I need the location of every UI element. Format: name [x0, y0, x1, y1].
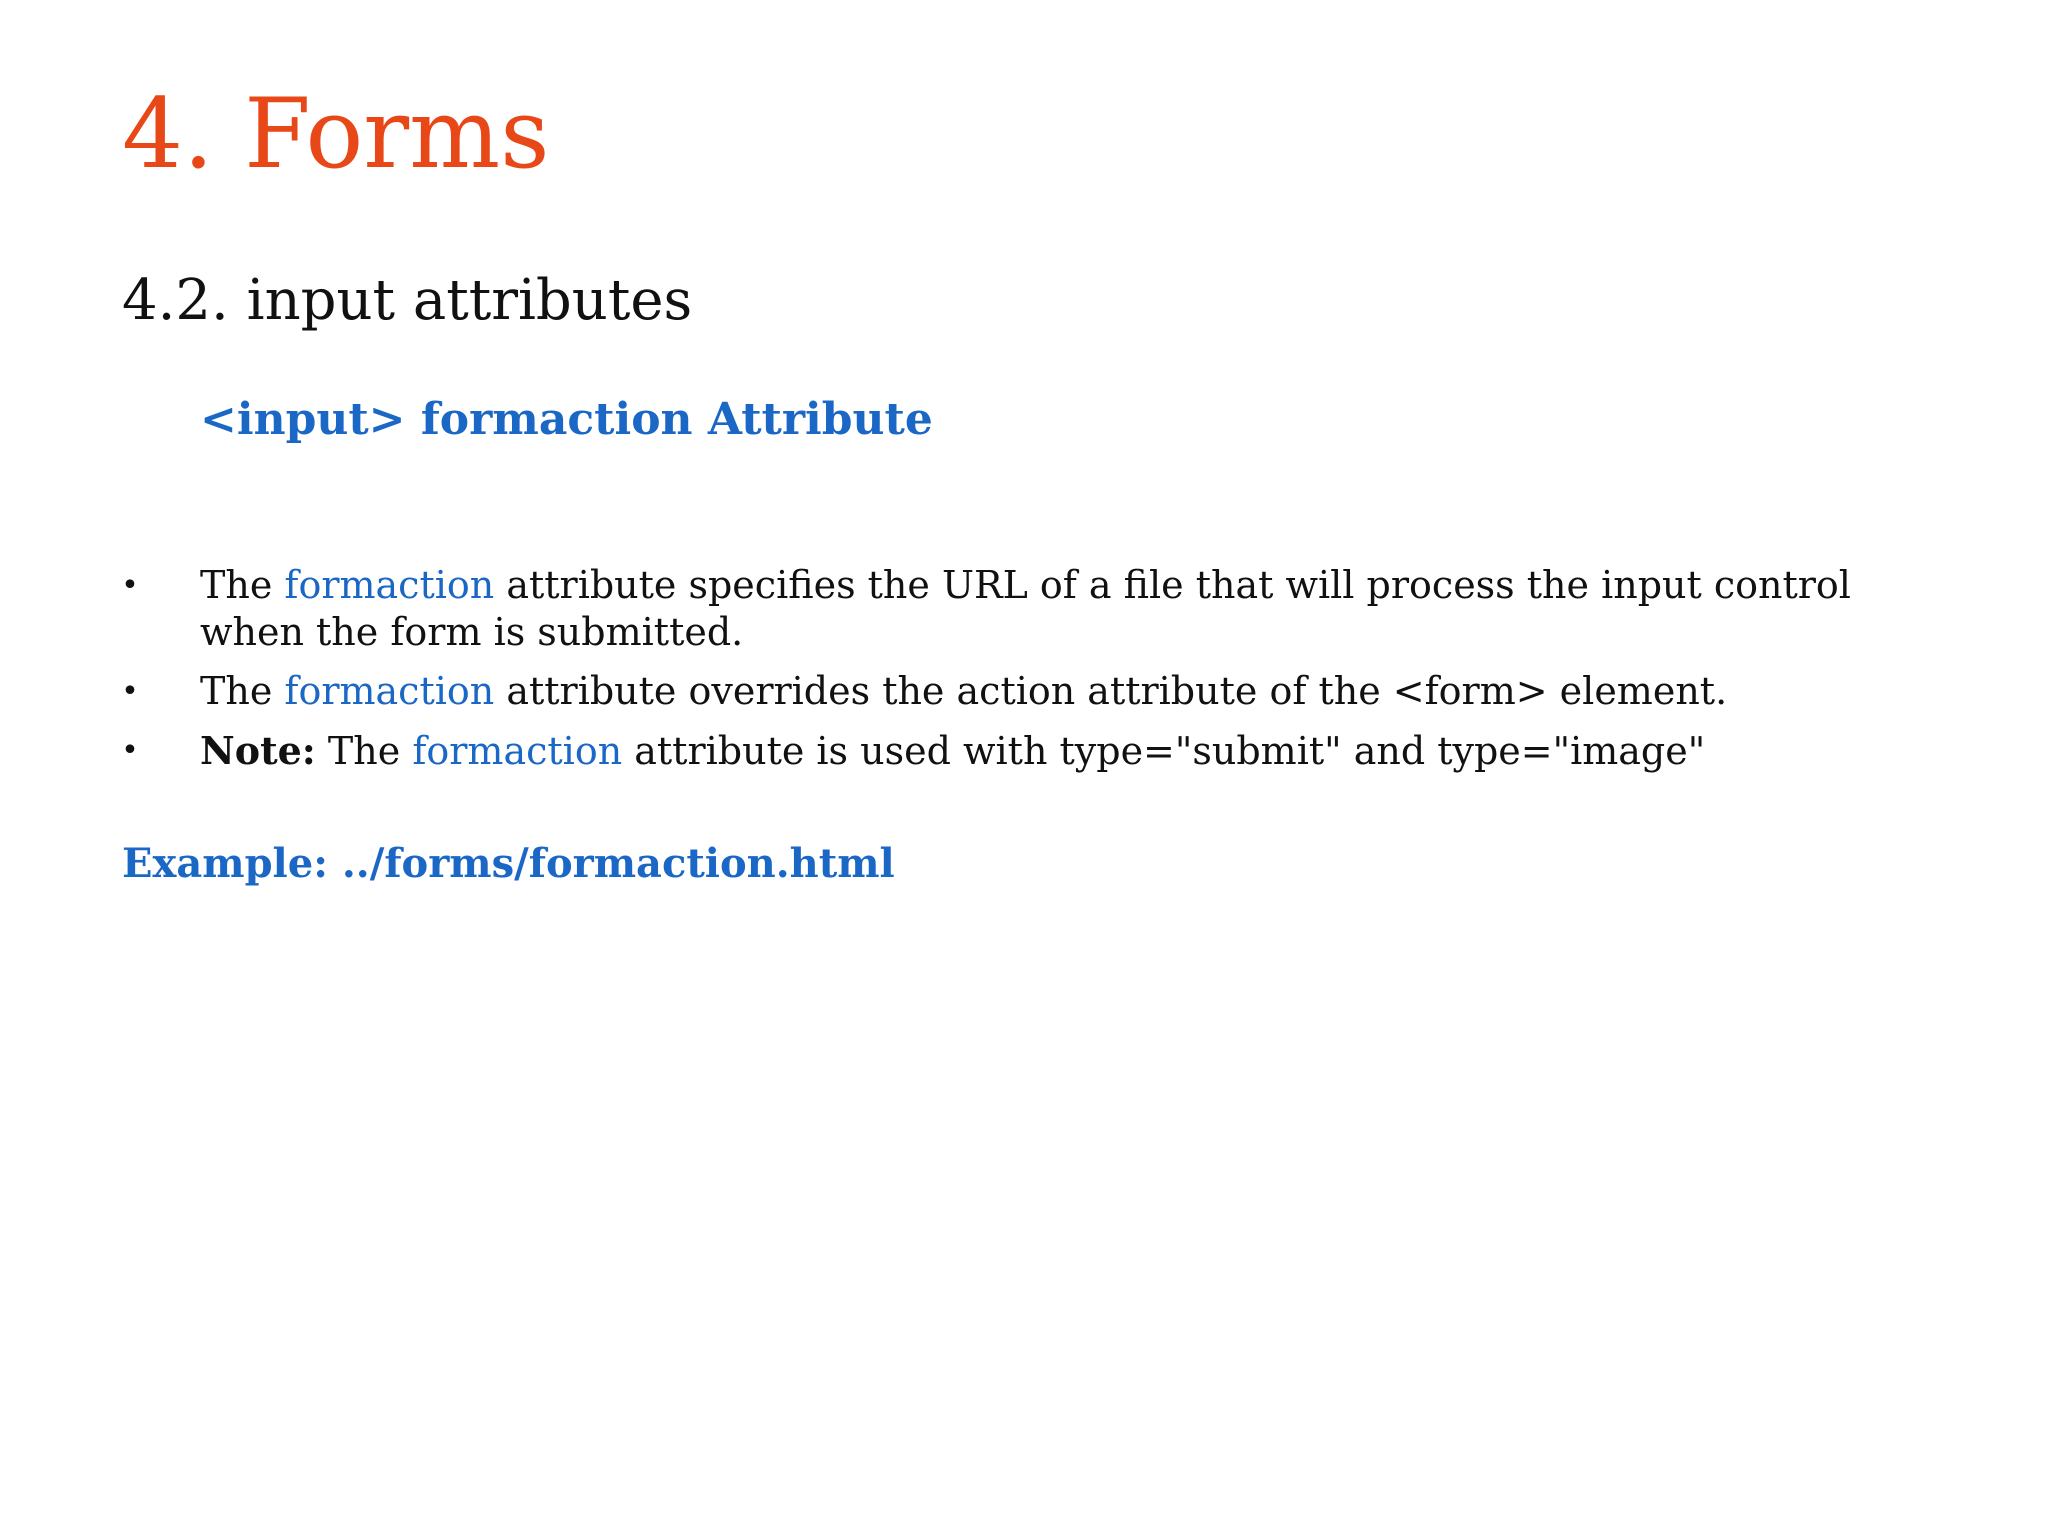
bullet-icon: •	[121, 733, 139, 768]
bullet-list	[120, 562, 1890, 787]
section-subtitle: 4.2. input attributes	[122, 268, 693, 333]
slide-title: 4. Forms	[122, 78, 550, 190]
bullet-icon: •	[121, 568, 139, 603]
bullet-text: attribute overrides the action attribute of the <form> element.	[494, 669, 1728, 713]
note-label: Note:	[200, 728, 316, 773]
bullet-prefix: The	[315, 729, 413, 773]
topic-heading: <input> formaction Attribute	[200, 394, 933, 445]
formaction-keyword: formaction	[284, 669, 495, 713]
bullet-item-formaction-url	[120, 562, 1890, 656]
bullet-text: attribute is used with type="submit" and type="image"	[622, 729, 1706, 773]
bullet-prefix: The	[200, 563, 285, 607]
bullet-item-formaction-overrides	[120, 668, 1890, 715]
formaction-keyword: formaction	[284, 563, 495, 607]
bullet-prefix: The	[200, 669, 285, 713]
bullet-text: attribute specifies the URL of a file that will process the input control when the form is submitted.	[200, 563, 1851, 654]
bullet-item-formaction-note	[120, 727, 1890, 775]
formaction-keyword: formaction	[412, 729, 623, 773]
bullet-icon: •	[121, 674, 139, 709]
example-link[interactable]: Example: ../forms/formaction.html	[122, 840, 895, 887]
